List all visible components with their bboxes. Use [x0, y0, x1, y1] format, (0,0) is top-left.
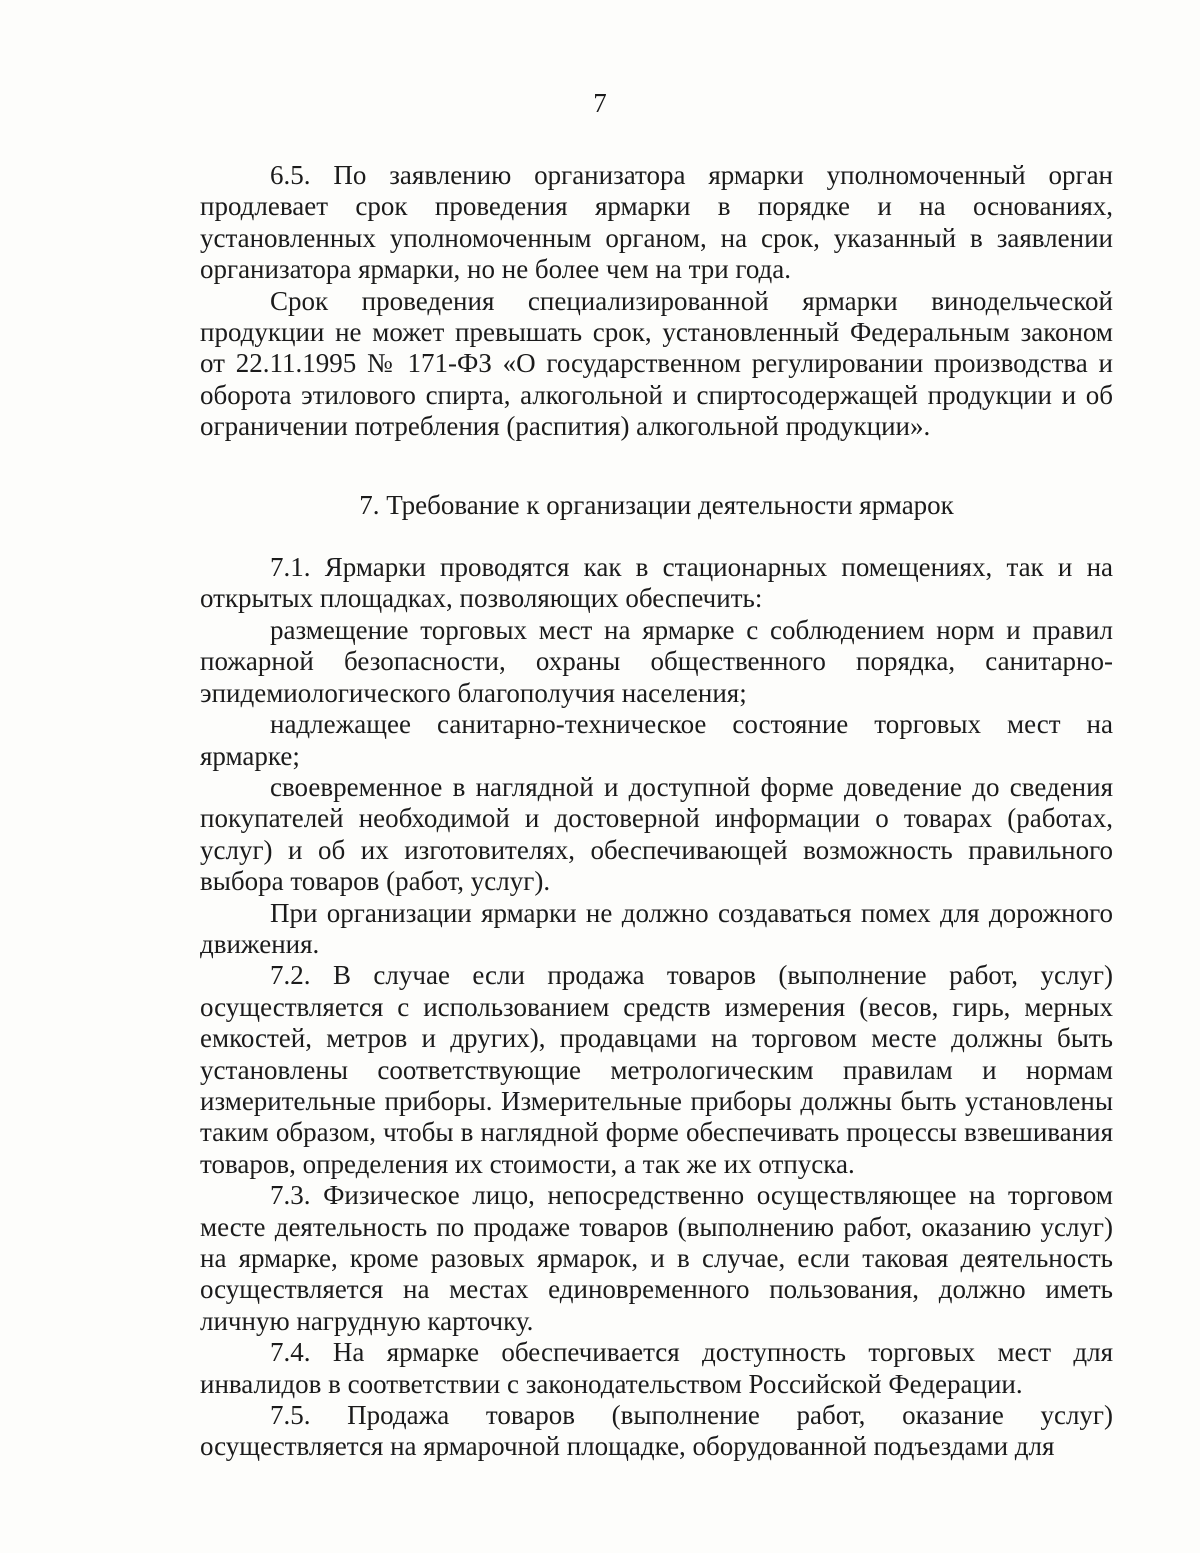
paragraph-7-4: 7.4. На ярмарке обеспечивается доступность торговых мест для инвалидов в соответствии с законодательством Российской Федерации.: [200, 1337, 1113, 1399]
paragraph-6-5: 6.5. По заявлению организатора ярмарки уполномоченный орган продлевает срок проведения ярмарки в порядке и на основаниях, установленных уполномоченным органом, на срок, указанный в заявлении организатора ярмарки, но не более чем на три года.: [200, 160, 1113, 285]
paragraph-wine-fair-term: Срок проведения специализированной ярмарки винодельческой продукции не может превышать срок, установленный Федеральным законом от 22.11.1995 № 171-ФЗ «О государственном регулировании производства и оборота этилового спирта, алкогольной и спиртосодержащей продукции и об ограничении потребления (распития) алкогольной продукции».: [200, 285, 1113, 442]
paragraph-traffic: При организации ярмарки не должно создаваться помех для дорожного движения.: [200, 897, 1113, 959]
paragraph-7-1: 7.1. Ярмарки проводятся как в стационарных помещениях, так и на открытых площадках, позволяющих обеспечить:: [200, 552, 1113, 614]
paragraph-placement: размещение торговых мест на ярмарке с соблюдением норм и правил пожарной безопасности, охраны общественного порядка, санитарно-эпидемиологического благополучия населения;: [200, 614, 1113, 708]
document-body: [200, 160, 1113, 1463]
section-heading: 7. Требование к организации деятельности ярмарок: [359, 489, 954, 520]
paragraph-7-2: 7.2. В случае если продажа товаров (выполнение работ, услуг) осуществляется с использованием средств измерения (весов, гирь, мерных емкостей, метров и других), продавцами на торговом месте должны быть установлены соответствующие метрологическим правилам и нормам измерительные приборы. Измерительные приборы должны быть установлены таким образом, чтобы в наглядной форме обеспечивать процессы взвешивания товаров, определения их стоимости, а так же их отпуска.: [200, 960, 1113, 1179]
paragraph-7-5: 7.5. Продажа товаров (выполнение работ, оказание услуг) осуществляется на ярмарочной площадке, оборудованной подъездами для: [200, 1400, 1113, 1462]
paragraph-sanitary: надлежащее санитарно-техническое состояние торговых мест на ярмарке;: [200, 709, 1113, 771]
paragraph-7-3: 7.3. Физическое лицо, непосредственно осуществляющее на торговом месте деятельность по продаже товаров (выполнению работ, оказанию услуг) на ярмарке, кроме разовых ярмарок, и в случае, если таковая деятельность осуществляется на местах единовременного пользования, должно иметь личную нагрудную карточку.: [200, 1180, 1113, 1336]
paragraph-information: своевременное в наглядной и доступной форме доведение до сведения покупателей необходимой и достоверной информации о товарах (работах, услуг) и об их изготовителях, обеспечивающей возможность правильного выбора товаров (работ, услуг).: [200, 771, 1113, 897]
page-number: 7: [593, 88, 607, 118]
